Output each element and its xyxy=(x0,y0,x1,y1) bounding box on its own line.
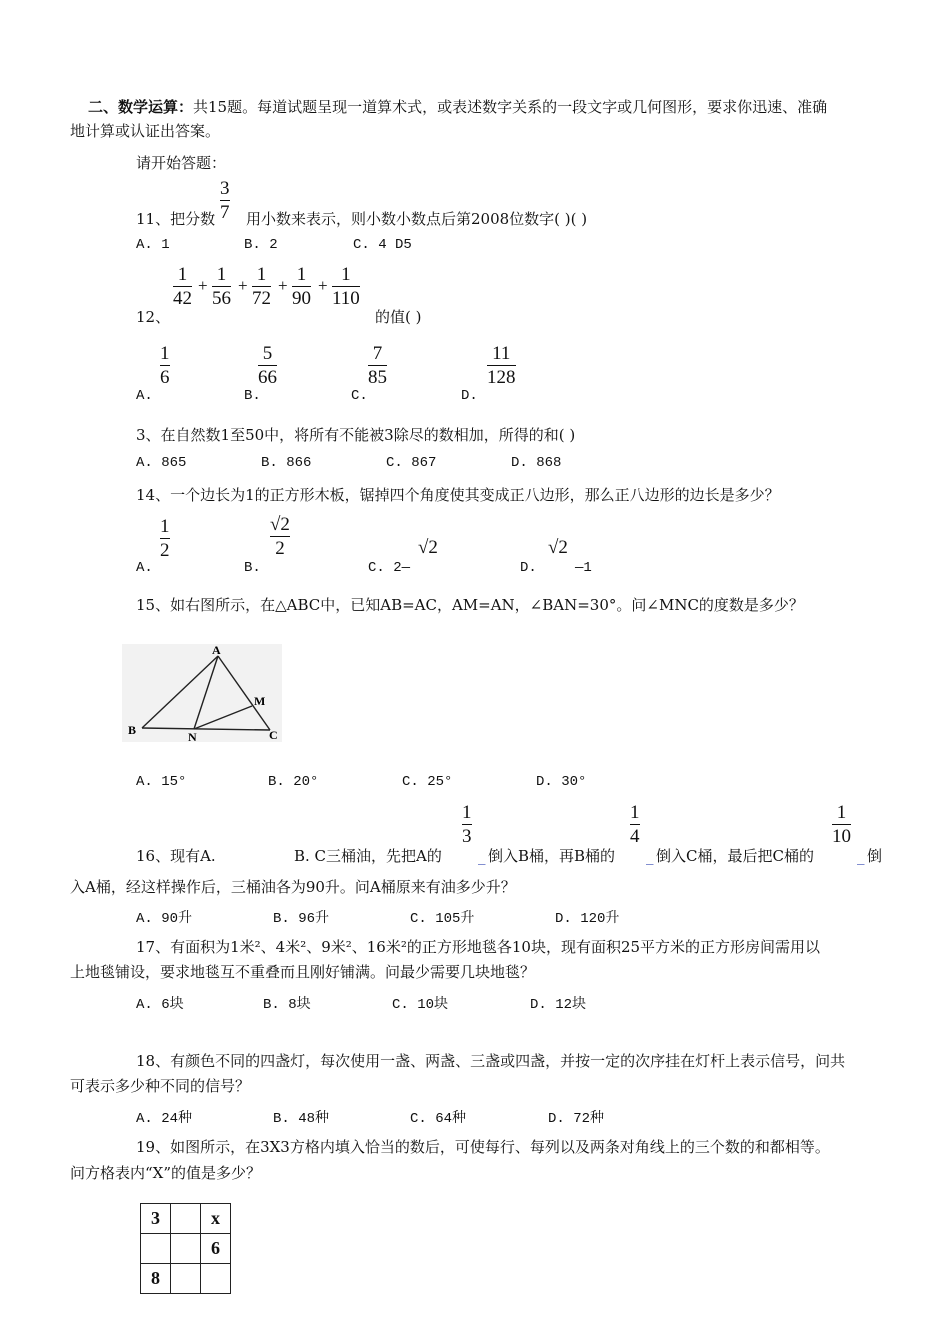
vertex-b: B xyxy=(128,723,137,737)
q17-line1: 17、有面积为1米²、4米²、9米²、16米²的正方形地毯各10块，现有面积25平方米的正方形房间需用以 xyxy=(136,938,821,956)
start-prompt: 请开始答题： xyxy=(136,154,227,172)
q17-option-c: C. 10块 xyxy=(392,997,449,1013)
q16-part5: 倒 xyxy=(867,847,883,865)
plus-sign: + xyxy=(318,276,328,295)
q16-blank-2: _ xyxy=(646,847,654,865)
q11-option-a: A. 1 xyxy=(136,237,170,253)
q13-option-c: C. 867 xyxy=(386,455,437,471)
q11-fraction xyxy=(220,178,230,223)
q15-option-c: C. 25° xyxy=(402,774,453,790)
triangle-figure xyxy=(122,644,282,742)
grid-row xyxy=(141,1204,231,1234)
q16-line2: 入A桶，经这样操作后，三桶油各为90升。问A桶原来有油多少升？ xyxy=(70,878,516,896)
q13-option-b: B. 866 xyxy=(261,455,312,471)
q18-line1: 18、有颜色不同的四盏灯，每次使用一盏、两盏、三盏或四盏，并按一定的次序挂在灯杆上表示信号，问共 xyxy=(136,1052,846,1070)
grid-cell: 8 xyxy=(141,1264,171,1294)
grid-cell xyxy=(201,1264,231,1294)
section-intro xyxy=(88,96,827,118)
q12-option-c-frac: 7 85 xyxy=(368,343,387,388)
q16-option-a: A. 90升 xyxy=(136,911,193,927)
q16-option-d: D. 120升 xyxy=(555,911,620,927)
triangle-svg xyxy=(122,644,282,742)
q12-option-c-label: C. xyxy=(351,388,368,404)
q12-option-a-frac: 1 6 xyxy=(160,343,170,388)
q16-option-c: C. 105升 xyxy=(410,911,475,927)
q14-option-a-label: A. xyxy=(136,560,153,576)
q12-label: 12、 xyxy=(136,308,171,326)
q11-option-b: B. 2 xyxy=(244,237,278,253)
section-heading: 二、数学运算： xyxy=(88,98,194,116)
q12-option-a-label: A. xyxy=(136,388,153,404)
q14-option-d-label: D. xyxy=(520,560,537,576)
q16-blank-1: _ xyxy=(478,847,486,865)
q14-text: 14、一个边长为1的正方形木板，锯掉四个角度使其变成正八边形，那么正八边形的边长是多少？ xyxy=(136,486,780,504)
grid-cell xyxy=(171,1204,201,1234)
q14-option-d-root: √2 xyxy=(548,537,568,558)
q15-text: 15、如右图所示，在△ABC中，已知AB=AC，AM=AN，∠BAN=30°。问∠MNC的度数是多少？ xyxy=(136,596,804,614)
q14-option-b-label: B. xyxy=(244,560,261,576)
q16-fraction-3: 1 10 xyxy=(832,802,851,847)
vertex-m: M xyxy=(254,694,266,708)
q18-option-a: A. 24种 xyxy=(136,1111,193,1127)
q16-part1: 16、现有A. xyxy=(136,847,216,865)
q17-option-b: B. 8块 xyxy=(263,997,311,1013)
q11-option-c: C. 4 D5 xyxy=(353,237,412,253)
grid-row xyxy=(141,1234,231,1264)
q17-option-a: A. 6块 xyxy=(136,997,184,1013)
q12-term-1: 1 42 xyxy=(173,264,192,309)
q11-text: 用小数来表示，则小数小数点后第2008位数字( )( ) xyxy=(246,210,588,228)
q14-option-c-root: √2 xyxy=(418,537,438,558)
q18-option-b: B. 48种 xyxy=(273,1111,330,1127)
plus-sign: + xyxy=(278,276,288,295)
frac-num: 3 xyxy=(220,178,230,199)
grid-cell xyxy=(141,1234,171,1264)
q15-option-a: A. 15° xyxy=(136,774,187,790)
q15-option-d: D. 30° xyxy=(536,774,587,790)
intro-line1: 共15题。每道试题呈现一道算术式，或表述数字关系的一段文字或几何图形，要求你迅速、准确 xyxy=(193,98,828,116)
q11-label: 11、把分数 xyxy=(136,210,216,228)
q16-fraction-1: 1 3 xyxy=(462,802,472,847)
q16-fraction-2: 1 4 xyxy=(630,802,640,847)
q12-option-b-frac: 5 66 xyxy=(258,343,277,388)
q16-option-b: B. 96升 xyxy=(273,911,330,927)
q12-term-2: 1 56 xyxy=(212,264,231,309)
q15-option-b: B. 20° xyxy=(268,774,319,790)
q19-line2: 问方格表内“X”的值是多少？ xyxy=(70,1164,262,1182)
grid-cell: x xyxy=(201,1204,231,1234)
grid-row xyxy=(141,1264,231,1294)
magic-square-grid xyxy=(140,1203,231,1294)
q16-part4: 倒入C桶，最后把C桶的 xyxy=(656,847,814,865)
q13-option-a: A. 865 xyxy=(136,455,187,471)
frac-den: 7 xyxy=(220,202,230,223)
q12-text: 的值( ) xyxy=(375,308,422,326)
vertex-c: C xyxy=(269,728,278,742)
vertex-n: N xyxy=(188,730,197,742)
q12-option-d-label: D. xyxy=(461,388,478,404)
q13-option-d: D. 868 xyxy=(511,455,562,471)
q18-line2: 可表示多少种不同的信号？ xyxy=(70,1077,251,1095)
q13-text: 3、在自然数1至50中，将所有不能被3除尽的数相加，所得的和( ) xyxy=(136,426,576,444)
q19-line1: 19、如图所示，在3X3方格内填入恰当的数后，可使每行、每列以及两条对角线上的三个数的和都相等。 xyxy=(136,1138,830,1156)
grid-cell xyxy=(171,1234,201,1264)
grid-cell: 3 xyxy=(141,1204,171,1234)
vertex-a: A xyxy=(212,644,221,657)
intro-line2: 地计算或认证出答案。 xyxy=(70,122,221,140)
q17-option-d: D. 12块 xyxy=(530,997,587,1013)
q12-option-b-label: B. xyxy=(244,388,261,404)
q14-option-b-frac: √2 2 xyxy=(270,514,290,559)
q12-term-3: 1 72 xyxy=(252,264,271,309)
plus-sign: + xyxy=(198,276,208,295)
q14-option-d-tail: —1 xyxy=(575,560,592,576)
grid-cell xyxy=(171,1264,201,1294)
q18-option-d: D. 72种 xyxy=(548,1111,605,1127)
q16-blank-3: _ xyxy=(857,847,865,865)
q12-term-4: 1 90 xyxy=(292,264,311,309)
q16-part2: B. C三桶油，先把A的 xyxy=(294,847,442,865)
q12-option-d-frac: 11 128 xyxy=(487,343,516,388)
q16-part3: 倒入B桶，再B桶的 xyxy=(488,847,616,865)
plus-sign: + xyxy=(238,276,248,295)
q18-option-c: C. 64种 xyxy=(410,1111,467,1127)
grid-cell: 6 xyxy=(201,1234,231,1264)
q17-line2: 上地毯铺设，要求地毯互不重叠而且刚好铺满。问最少需要几块地毯？ xyxy=(70,963,536,981)
q12-term-5: 1 110 xyxy=(332,264,360,309)
q14-option-c-label: C. 2— xyxy=(368,560,411,576)
q14-option-a-frac: 1 2 xyxy=(160,516,170,561)
